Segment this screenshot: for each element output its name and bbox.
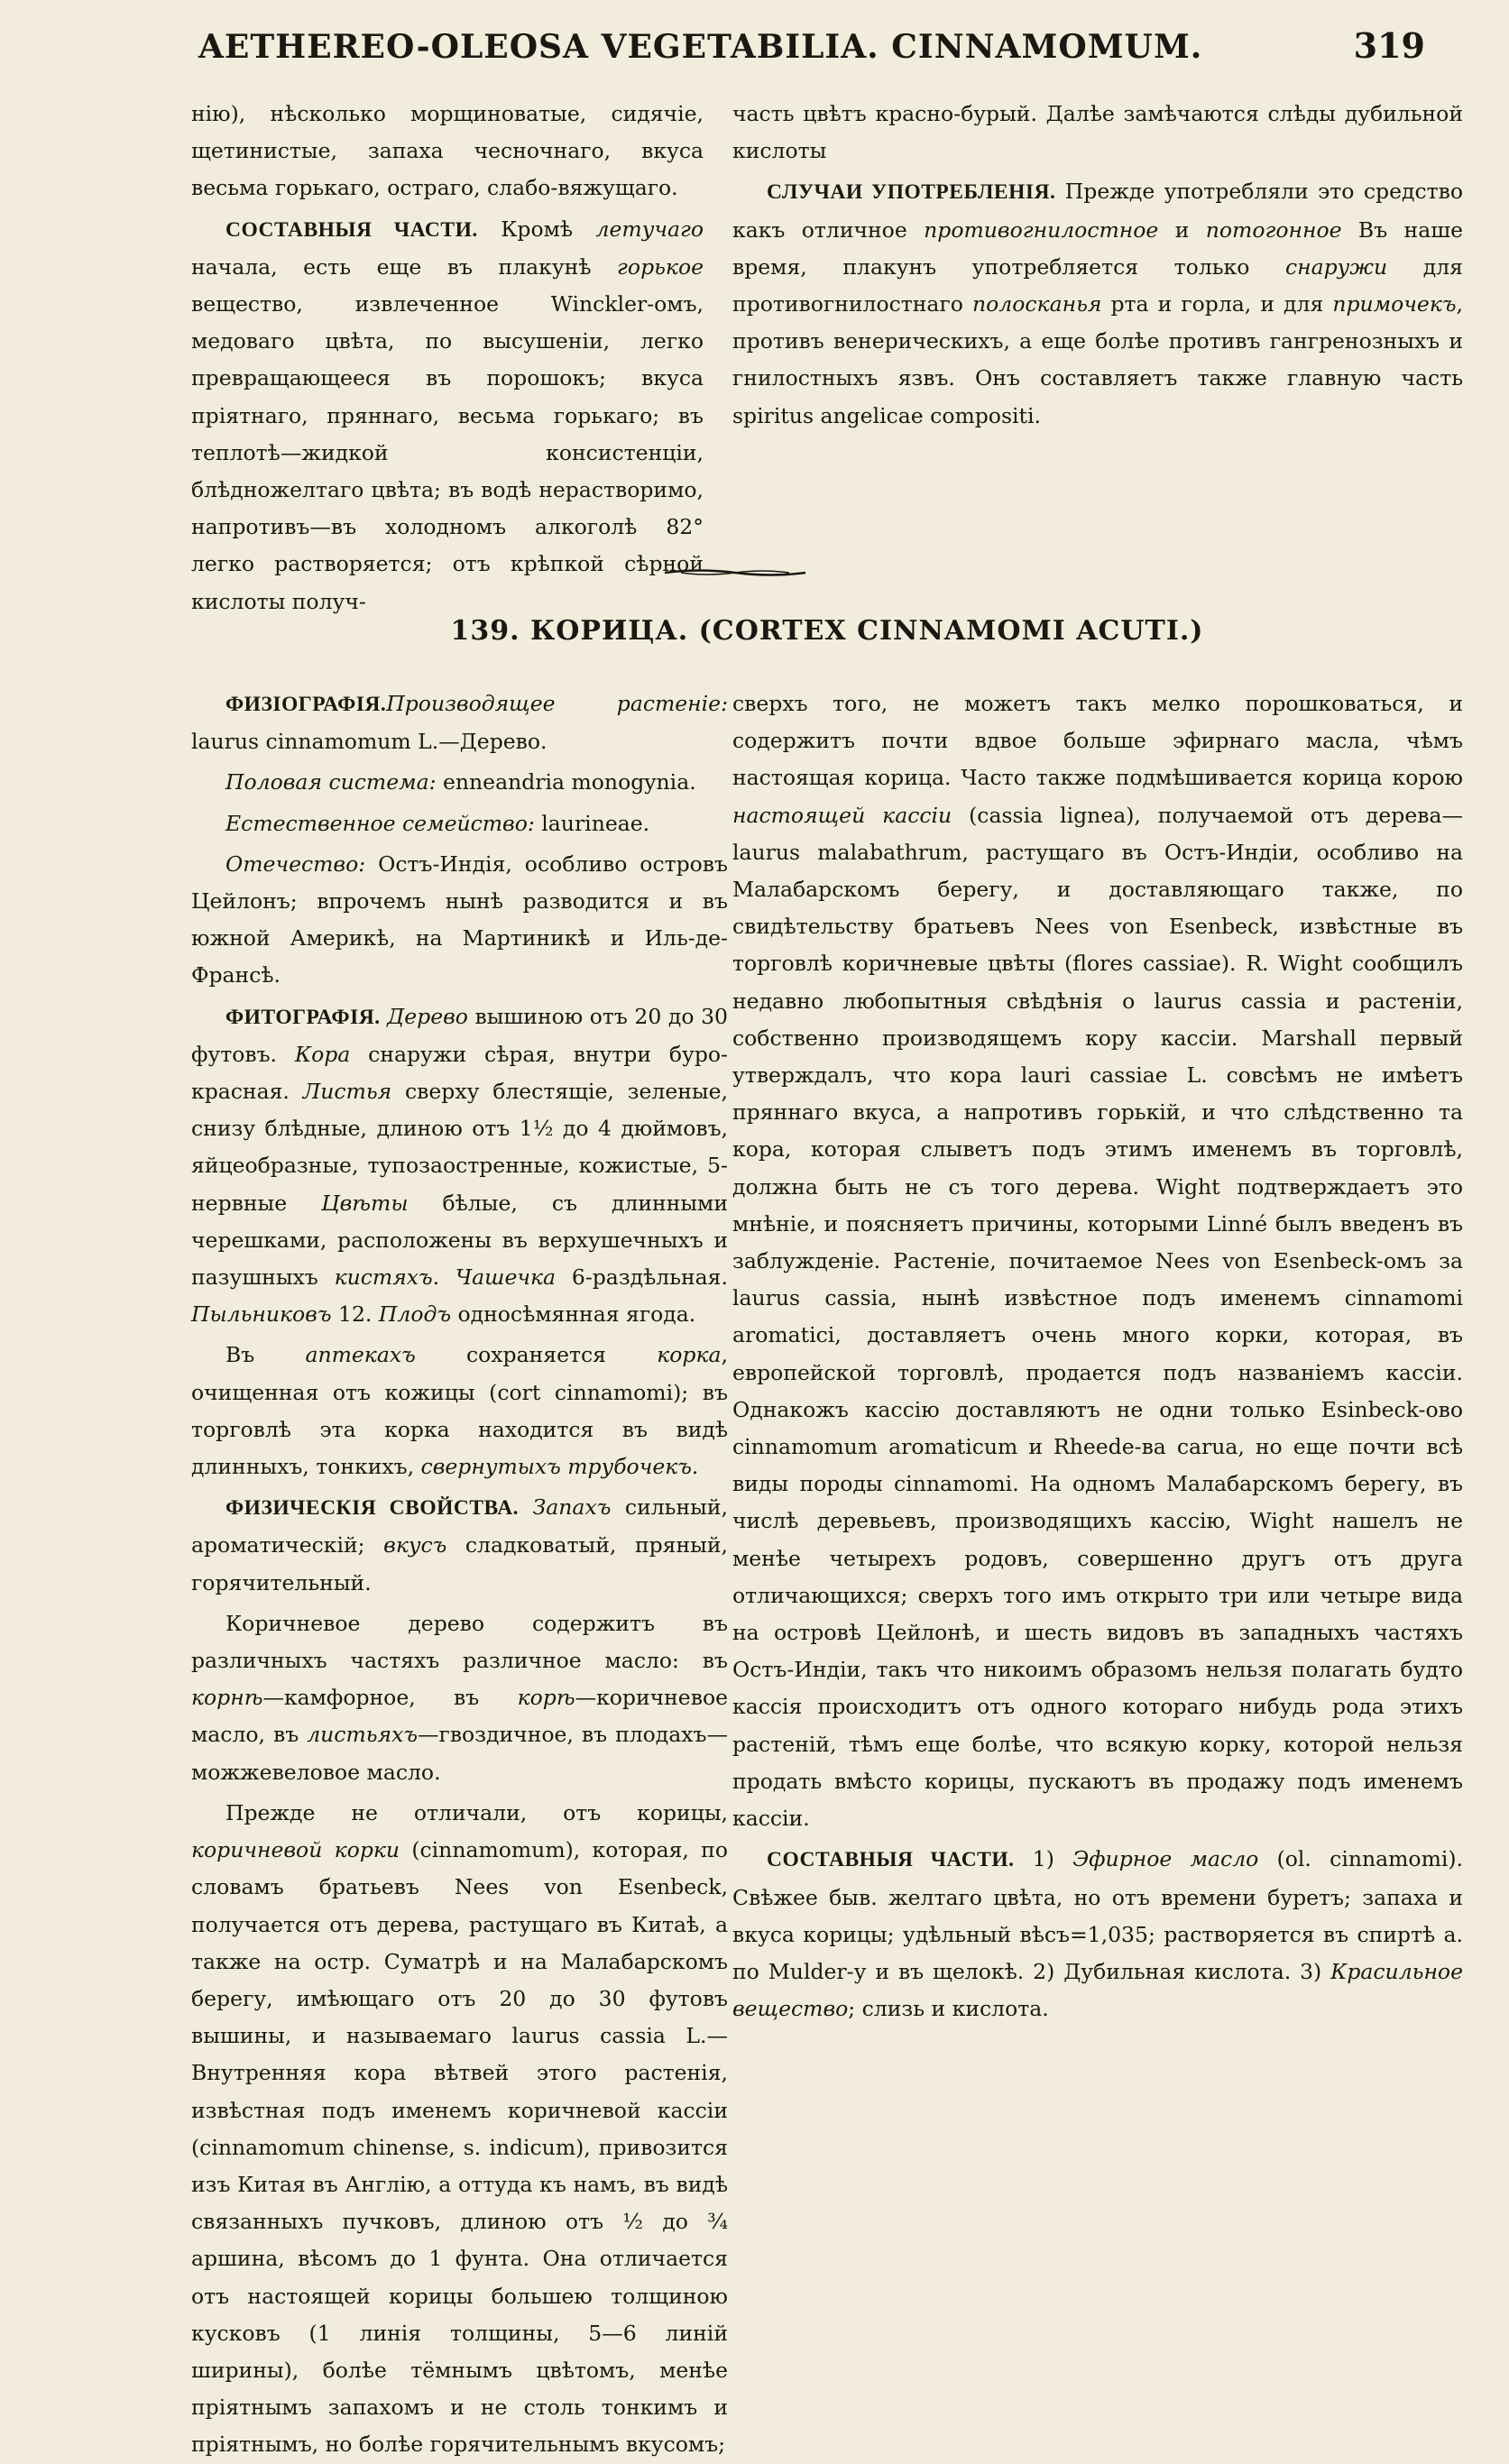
paragraph-usage: СЛУЧАИ УПОТРЕБЛЕНІЯ. Прежде употребляли это средство какъ отличное противогнилостное и потогонное Въ наше время, плакунъ употребляется только снаружи для противогнилостнаго полосканья рта и горла, и для примочекъ, противъ венерическихъ, а еще болѣе противъ гангренозныхъ и гнилостныхъ язвъ. Онъ составляетъ также главную часть spiritus angelicae compositi. [732, 179, 1463, 428]
page-number: 319 [1353, 25, 1425, 66]
section-heading: СОСТАВНЫЯ ЧАСТИ. [767, 1848, 1015, 1872]
paragraph-physical-properties: ФИЗИЧЕСКІЯ СВОЙСТВА. Запахъ сильный, ароматическій; вкусъ сладковатый, пряный, горячительный. [191, 1494, 728, 1595]
bottom-right-column [732, 685, 1463, 2390]
paragraph-composition: СОСТАВНЫЯ ЧАСТИ. 1) Эфирное масло (ol. cinnamomi). Свѣжее быв. желтаго цвѣта, но отъ времени буретъ; запаха и вкуса корицы; удѣльный вѣсъ=1,035; растворяется въ спиртѣ а. по Mulder-у и въ щелокѣ. 2) Дубильная кислота. 3) Красильное вещество; слизь и кислота. [732, 1846, 1464, 2022]
paragraph-sexual-system: Половая система: enneandria monogynia. [225, 769, 696, 795]
paragraph-cassia: Прежде не отличали, отъ корицы, коричневой корки (cinnamomum), которая, по словамъ братьевъ Nees von Esenbeck, получается отъ дерева, растущаго въ Китаѣ, а также на остр. Суматрѣ и на Малабарскомъ берегу, имѣющаго отъ 20 до 30 футовъ вышины, и называемаго laurus cassia L.—Внутренняя кора вѣтвей этого растенія, извѣстная подъ именемъ коричневой кассіи (cinnamomum chinense, s. indicum), привозится изъ Китая въ Англію, а оттуда къ намъ, въ видѣ связанныхъ пучковъ, длиною отъ ½ до ¾ аршина, вѣсомъ до 1 фунта. Она отличается отъ настоящей корицы большею толщиною кусковъ (1 линія толщины, 5—6 линій ширины), болѣе тёмнымъ цвѣтомъ, менѣе пріятнымъ запахомъ и не столь тонкимъ и пріятнымъ, но болѣе горячительнымъ вкусомъ; [191, 1799, 728, 2458]
paragraph-family: Естественное семейство: laurineae. [225, 810, 650, 836]
paragraph: часть цвѣтъ красно-бурый. Далѣе замѣчаются слѣды дубильной кислоты [732, 101, 1463, 164]
section-heading: ФИТОГРАФІЯ. [225, 1005, 381, 1029]
top-right-column [732, 96, 1463, 510]
paragraph-homeland: Отечество: Остъ-Индія, особливо островъ Цейлонъ; впрочемъ нынѣ разводится и въ южной Америкѣ, на Мартиникѣ и Иль-де-Франсѣ. [191, 850, 728, 988]
paragraph-composition: СОСТАВНЫЯ ЧАСТИ. Кромѣ летучаго начала, есть еще въ плакунѣ горькое вещество, извлеченное Winckler-омъ, медоваго цвѣта, по высушеніи, легко превращающееся въ порошокъ; вкуса пріятнаго, пряннаго, весьма горькаго; въ теплотѣ—жидкой консистенціи, блѣдножелтаго цвѣта; въ водѣ нерастворимо, напротивъ—въ холодномъ алкоголѣ 82° легко растворяется; отъ крѣпкой сѣрной кислоты получ- [191, 216, 704, 614]
paragraph-cassia-continued: сверхъ того, не можетъ такъ мелко порошковаться, и содержитъ почти вдвое больше эфирнаго масла, чѣмъ настоящая корица. Часто также подмѣшивается корица корою настоящей кассіи (cassia lignea), получаемой отъ дерева—laurus malabathrum, растущаго въ Остъ-Индіи, особливо на Малабарскомъ берегу, и доставляющаго также, по свидѣтельству братьевъ Nees von Esenbeck, извѣстные въ торговлѣ коричневые цвѣты (flores cassiae). R. Wight сообщилъ недавно любопытныя свѣдѣнія о laurus cassia и растеніи, собственно производящемъ кору кассіи. Marshall первый утверждалъ, что кора lauri cassiae L. совсѣмъ не имѣетъ пряннаго вкуса, а напротивъ горькій, и что слѣдственно та кора, которая слыветъ подъ этимъ именемъ въ торговлѣ, должна быть не съ того дерева. Wight подтверждаетъ это мнѣніе, и поясняетъ причины, которыми Linné былъ введенъ въ заблужденіе. Растеніе, почитаемое Nees von Esenbeck-омъ за laurus cassia, нынѣ извѣстное подъ именемъ cinnamomi aromatici, доставляетъ очень много корки, которая, въ европейской торговлѣ, продается подъ названіемъ кассіи. Однакожъ кассію доставляютъ не одни только Esinbeck-ово cinnamomum aromaticum и Rheede-ва carua, но еще почти всѣ виды породы cinnamomi. На одномъ Малабарскомъ берегу, въ числѣ деревьевъ, производящихъ кассію, Wight нашелъ не менѣе четырехъ родовъ, совершенно другъ отъ друга отличающихся; сверхъ того имъ открыто три или четыре вида на островѣ Цейлонѣ, и шесть видовъ въ западныхъ частяхъ Остъ-Индіи, такъ что никоимъ образомъ нельзя полагать будто кассія происходитъ отъ одного котораго нибудь рода этихъ растеній, тѣмъ еще болѣе, что всякую корку, которой нельзя продать вмѣсто корицы, пускаютъ въ продажу подъ именемъ кассіи. [732, 691, 1463, 1832]
running-title: AETHEREO-OLEOSA VEGETABILIA. CINNAMOMUM. [198, 28, 1203, 66]
top-left-column [191, 96, 704, 614]
article-title: 139. КОРИЦА. (CORTEX CINNAMOMI ACUTI.) [450, 615, 1204, 647]
section-heading: СЛУЧАИ УПОТРЕБЛЕНІЯ. [767, 180, 1056, 205]
section-heading: СОСТАВНЫЯ ЧАСТИ. [225, 217, 478, 242]
bottom-left-column [191, 685, 728, 2458]
ornamental-divider [663, 566, 807, 579]
section-heading: ФИЗІОГРАФІЯ. [225, 693, 387, 716]
paragraph: нію), нѣсколько морщиноватые, сидячіе, щетинистые, запаха чесночнаго, вкуса весьма горькаго, остраго, слабо-вяжущаго. [191, 101, 704, 201]
paragraph-phytography: ФИТОГРАФІЯ. Дерево вышиною отъ 20 до 30 футовъ. Кора снаружи сѣрая, внутри буро-красная. Листья сверху блестящіе, зеленые, снизу блѣдные, длиною отъ 1½ до 4 дюймовъ, яйцеобразные, тупозаостренные, кожистые, 5-нервные Цвѣты бѣлые, съ длинными черешками, расположены въ верхушечныхъ и пазушныхъ кистяхъ. Чашечка 6-раздѣльная. Пыльниковъ 12. Плодъ односѣмянная ягода. [191, 1003, 728, 1328]
paragraph-physiography: ФИЗІОГРАФІЯ.Производящее растеніе: laurus cinnamomum L.—Дерево. [191, 691, 728, 755]
paragraph-oils: Коричневое дерево содержитъ въ различныхъ частяхъ различное масло: въ корнѣ—камфорное, въ корѣ—коричневое масло, въ листьяхъ—гвоздичное, въ плодахъ—можжевеловое масло. [191, 1610, 728, 1785]
running-header [198, 25, 1425, 79]
paragraph-pharmacy: Въ аптекахъ сохраняется корка, очищенная отъ кожицы (cort cinnamomi); въ торговлѣ эта корка находится въ видѣ длинныхъ, тонкихъ, свернутыхъ трубочекъ. [191, 1342, 728, 1480]
section-heading: ФИЗИЧЕСКІЯ СВОЙСТВА. [225, 1496, 520, 1521]
